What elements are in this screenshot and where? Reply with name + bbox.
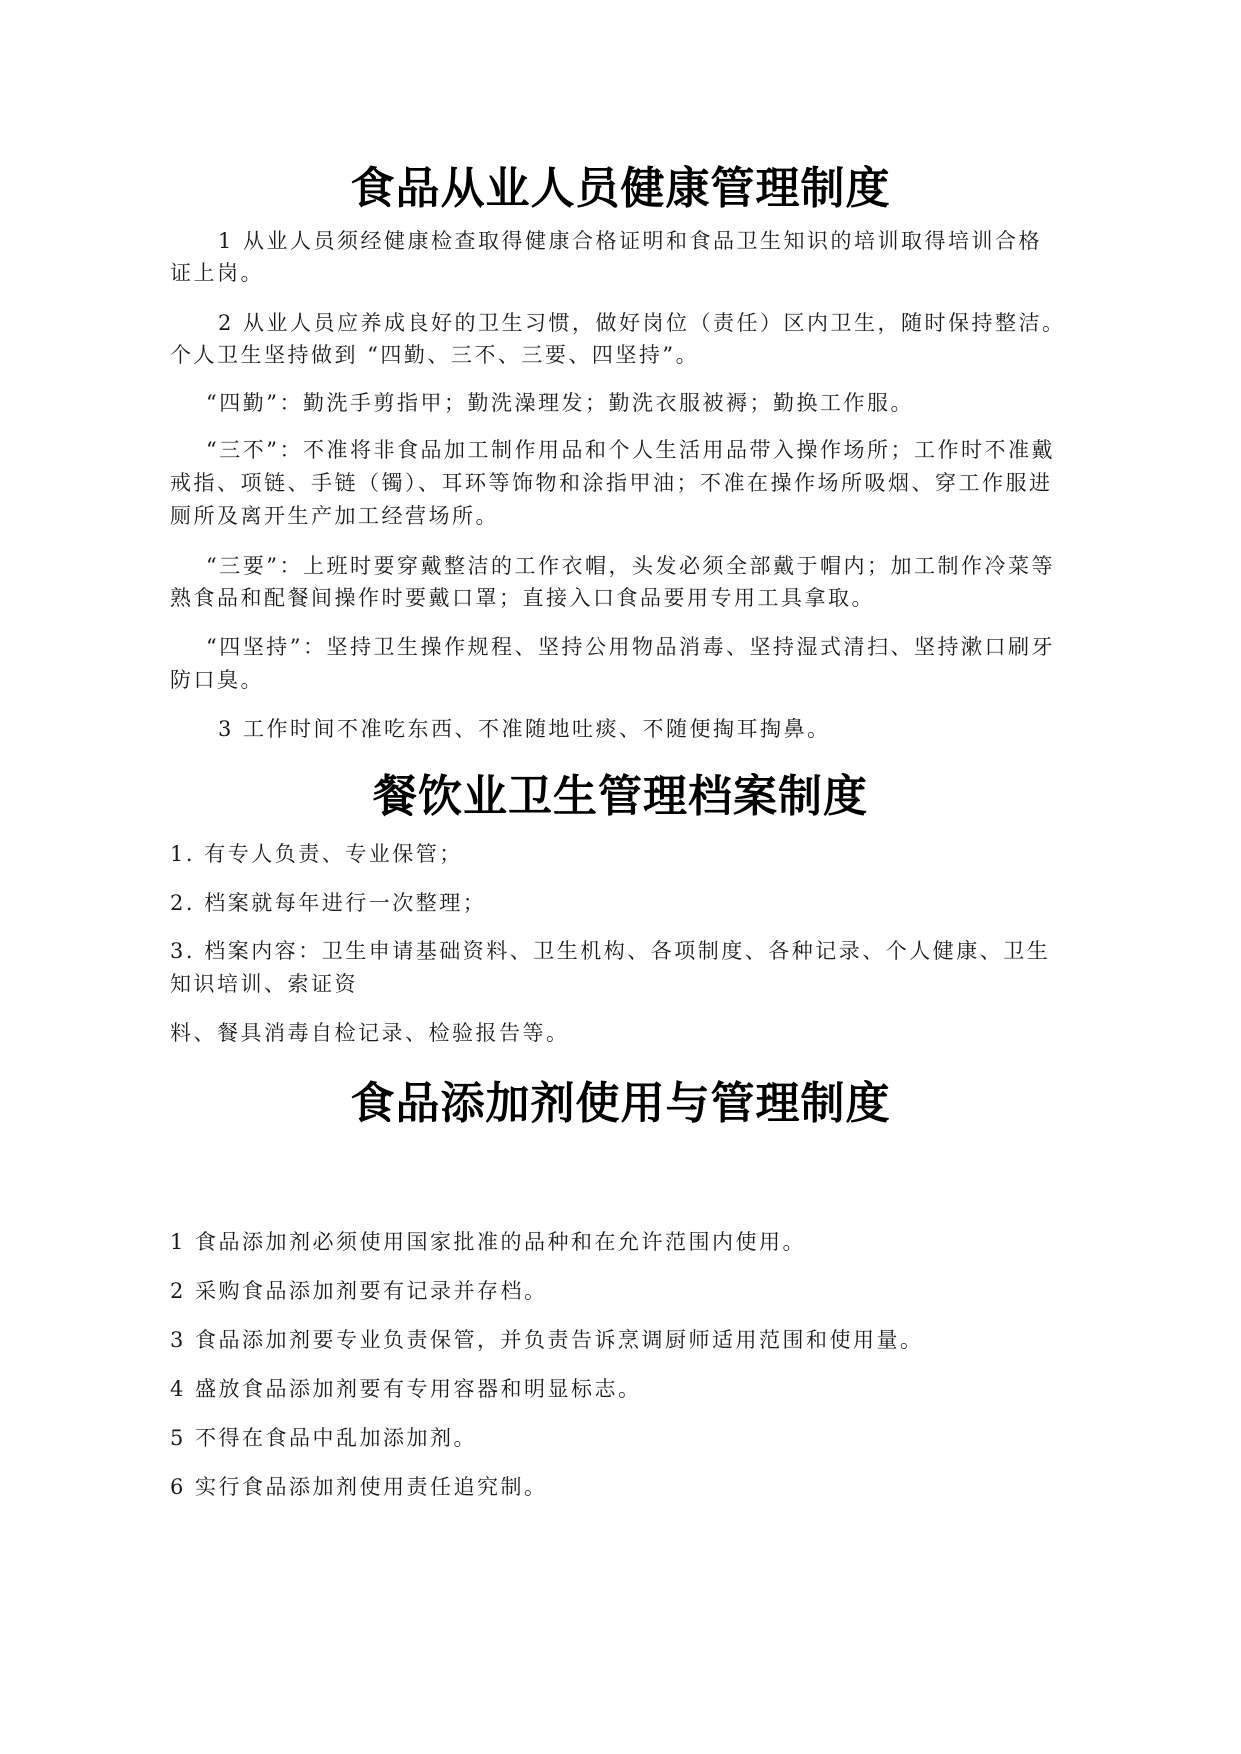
section3-item3: 3 食品添加剂要专业负责保管，并负责告诉烹调厨师适用范围和使用量。: [170, 1328, 924, 1352]
section2-item3-line3: 料、餐具消毒自检记录、检验报告等。: [170, 1021, 570, 1045]
section3-item2: 2 采购食品添加剂要有记录并存档。: [170, 1279, 548, 1303]
section1-sanbu-line2: 戒指、项链、手链（镯）、耳环等饰物和涂指甲油；不准在操作场所吸烟、穿工作服进: [170, 471, 1053, 495]
section2-item3-line1: 3. 档案内容：卫生申请基础资料、卫生机构、各项制度、各种记录、个人健康、卫生: [170, 939, 1051, 963]
section1-para2-line1: 2 从业人员应养成良好的卫生习惯，做好岗位（责任）区内卫生，随时保持整洁。: [218, 311, 1066, 335]
section3-item1: 1 食品添加剂必须使用国家批准的品种和在允许范围内使用。: [170, 1230, 807, 1254]
section1-sijianchi-line1: “四坚持”：坚持卫生操作规程、坚持公用物品消毒、坚持湿式清扫、坚持漱口刷牙: [206, 635, 1055, 659]
section3-title: 食品添加剂使用与管理制度: [350, 1078, 891, 1129]
section1-para1-line1: 1 从业人员须经健康检查取得健康合格证明和食品卫生知识的培训取得培训合格: [218, 229, 1043, 253]
section1-sanbu-line1: “三不”：不准将非食品加工制作用品和个人生活用品带入操作场所；工作时不准戴: [206, 438, 1055, 462]
section3-item4: 4 盛放食品添加剂要有专用容器和明显标志。: [170, 1377, 642, 1401]
section2-item1: 1. 有专人负责、专业保管；: [170, 842, 463, 866]
section1-sanyao-line1: “三要”：上班时要穿戴整洁的工作衣帽，头发必须全部戴于帽内；加工制作冷菜等: [206, 554, 1055, 578]
section1-para1-line2: 证上岗。: [170, 261, 264, 285]
section2-item2: 2. 档案就每年进行一次整理；: [170, 891, 487, 915]
section3-item6: 6 实行食品添加剂使用责任追究制。: [170, 1475, 548, 1499]
section3-item5: 5 不得在食品中乱加添加剂。: [170, 1426, 478, 1450]
section1-para3: 3 工作时间不准吃东西、不准随地吐痰、不随便掏耳掏鼻。: [218, 717, 831, 741]
section1-sanbu-line3: 厕所及离开生产加工经营场所。: [170, 504, 499, 528]
section2-title: 餐饮业卫生管理档案制度: [373, 771, 868, 822]
section1-sijianchi-line2: 防口臭。: [170, 668, 264, 692]
section2-item3-line2: 知识培训、索证资: [170, 972, 358, 996]
section1-sanyao-line2: 熟食品和配餐间操作时要戴口罩；直接入口食品要用专用工具拿取。: [170, 586, 875, 610]
section1-siqin: “四勤”：勤洗手剪指甲；勤洗澡理发；勤洗衣服被褥；勤换工作服。: [206, 391, 914, 415]
section1-para2-line2: 个人卫生坚持做到 “四勤、三不、三要、四坚持”。: [170, 343, 700, 367]
section1-title: 食品从业人员健康管理制度: [350, 163, 891, 214]
